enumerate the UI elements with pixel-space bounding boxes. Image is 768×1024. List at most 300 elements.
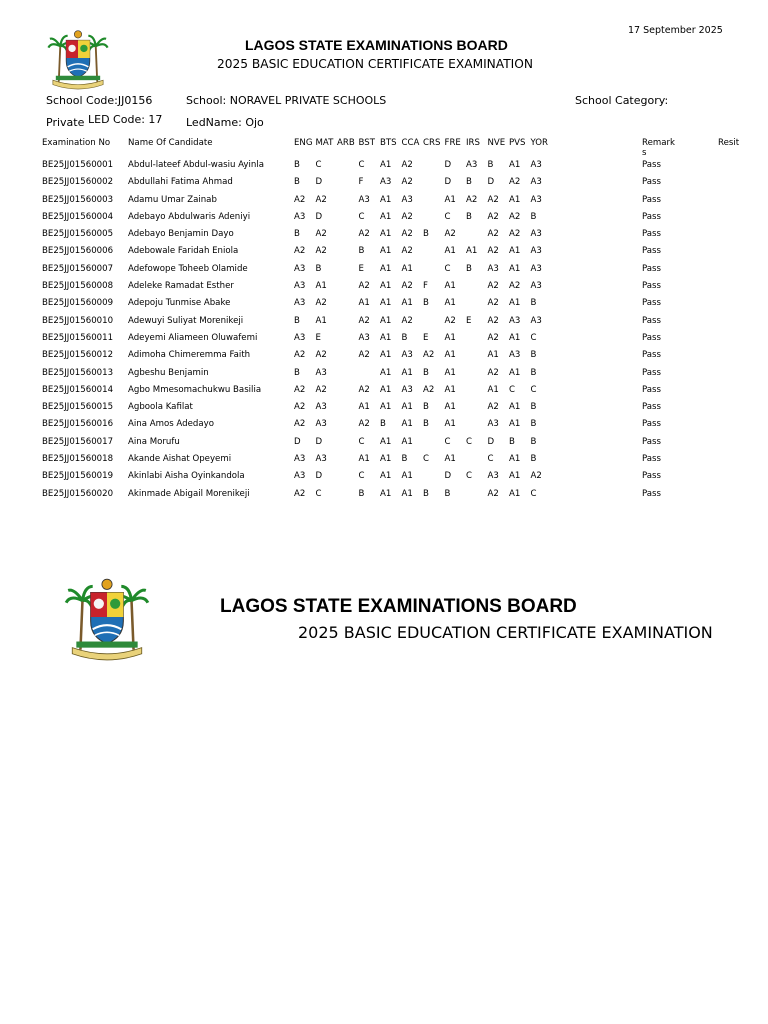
cell-grade: B <box>530 419 537 430</box>
cell-grade: B <box>466 263 472 274</box>
cell-grade: A3 <box>380 177 392 188</box>
cell-grade: A1 <box>401 419 413 430</box>
cell-spacer <box>552 281 642 298</box>
results-table <box>40 138 758 506</box>
cell-grade: D <box>444 471 452 482</box>
cell-grade <box>337 350 359 367</box>
cell-grade <box>466 419 488 436</box>
cell-grade: A1 <box>380 246 392 257</box>
table-row <box>40 368 758 385</box>
cell-grade: C <box>466 436 473 447</box>
cell-remark: Pass <box>642 384 662 395</box>
cell-remark: Pass <box>642 350 662 361</box>
cell-exam-no: BE25JJ01560018 <box>42 454 114 465</box>
cell-grade: A1 <box>380 263 392 274</box>
header-subject: IRS <box>466 138 480 148</box>
exam-title: 2025 BASIC EDUCATION CERTIFICATE EXAMINATION <box>217 57 533 71</box>
cell-grade: E <box>423 332 429 343</box>
cell-spacer <box>552 489 642 506</box>
header-remarks-line1: Remark <box>642 138 676 148</box>
cell-candidate-name: Adimoha Chimeremma Faith <box>128 350 251 361</box>
school-category-label: School Category: <box>575 94 669 107</box>
cell-spacer <box>552 385 642 402</box>
cell-grade: B <box>466 177 472 188</box>
cell-grade: F <box>423 281 428 292</box>
cell-grade: A1 <box>509 454 521 465</box>
cell-grade <box>423 177 445 194</box>
cell-grade: A1 <box>444 281 456 292</box>
cell-candidate-name: Agbo Mmesomachukwu Basilia <box>128 384 262 395</box>
cell-grade: C <box>358 436 365 447</box>
cell-grade: A2 <box>423 350 435 361</box>
cell-grade: A1 <box>509 160 521 170</box>
cell-grade: A1 <box>380 160 392 170</box>
cell-grade: A1 <box>401 402 413 413</box>
cell-grade: A1 <box>380 350 392 361</box>
cell-grade: A1 <box>315 281 327 292</box>
cell-grade: A3 <box>358 332 370 343</box>
cell-grade: A2 <box>294 419 306 430</box>
cell-grade: A1 <box>509 263 521 274</box>
board-title: LAGOS STATE EXAMINATIONS BOARD <box>245 37 508 53</box>
cell-grade: D <box>487 177 495 188</box>
cell-resit <box>718 316 758 333</box>
cell-exam-no: BE25JJ01560020 <box>42 488 114 499</box>
cell-grade: A2 <box>294 350 306 361</box>
table-row <box>40 264 758 281</box>
cell-grade: A3 <box>294 281 306 292</box>
cell-grade: A1 <box>315 315 327 326</box>
cell-grade: A1 <box>509 402 521 413</box>
table-row <box>40 229 758 246</box>
cell-grade: A1 <box>380 315 392 326</box>
cell-grade <box>337 316 359 333</box>
cell-grade: A2 <box>315 246 327 257</box>
cell-grade: C <box>358 211 365 222</box>
cell-grade: A1 <box>444 246 456 257</box>
cell-grade: D <box>294 436 301 447</box>
cell-resit <box>718 419 758 436</box>
cell-grade: A3 <box>401 194 413 205</box>
cell-spacer <box>552 316 642 333</box>
cell-grade: A2 <box>487 281 499 292</box>
cell-candidate-name: Aina Morufu <box>128 436 180 447</box>
cell-grade <box>337 368 359 385</box>
cell-grade: A1 <box>509 367 521 378</box>
cell-grade: A1 <box>444 419 456 430</box>
cell-grade: A1 <box>401 471 413 482</box>
cell-grade: A3 <box>530 194 542 205</box>
cell-spacer <box>552 350 642 367</box>
header-subject: BST <box>358 138 375 148</box>
cell-grade <box>337 454 359 471</box>
cell-grade: A2 <box>487 194 499 205</box>
cell-grade: A1 <box>444 402 456 413</box>
table-row <box>40 212 758 229</box>
cell-grade <box>466 333 488 350</box>
cell-exam-no: BE25JJ01560009 <box>42 298 114 309</box>
header-subject: PVS <box>509 138 526 148</box>
cell-candidate-name: Akinlabi Aisha Oyinkandola <box>128 471 245 482</box>
cell-grade <box>423 316 445 333</box>
cell-grade: A3 <box>530 177 542 188</box>
cell-grade: A3 <box>487 471 499 482</box>
cell-grade: A1 <box>401 367 413 378</box>
cell-remark: Pass <box>642 177 662 188</box>
cell-resit <box>718 195 758 212</box>
cell-grade: A1 <box>509 332 521 343</box>
cell-grade: A3 <box>466 160 478 170</box>
cell-grade: D <box>315 177 323 188</box>
cell-grade: A1 <box>401 488 413 499</box>
cell-grade: A1 <box>358 454 370 465</box>
cell-grade: A1 <box>444 384 456 395</box>
cell-grade: A3 <box>358 194 370 205</box>
cell-spacer <box>552 454 642 471</box>
led-code: LED Code: 17 <box>88 113 163 126</box>
cell-grade: C <box>530 488 537 499</box>
cell-candidate-name: Adebayo Abdulwaris Adeniyi <box>128 211 251 222</box>
cell-remark: Pass <box>642 263 662 274</box>
cell-grade: A2 <box>487 229 499 240</box>
cell-grade: C <box>315 160 322 170</box>
cell-spacer <box>552 160 642 177</box>
cell-grade: B <box>530 298 537 309</box>
cell-grade: D <box>444 177 452 188</box>
cell-grade: C <box>315 488 322 499</box>
cell-grade: A2 <box>401 281 413 292</box>
table-row <box>40 160 758 177</box>
cell-grade: A3 <box>294 211 306 222</box>
cell-grade <box>423 264 445 281</box>
cell-grade: A1 <box>380 471 392 482</box>
table-row <box>40 195 758 212</box>
cell-grade: B <box>487 160 494 170</box>
cell-resit <box>718 368 758 385</box>
cell-grade <box>466 402 488 419</box>
cell-grade <box>337 333 359 350</box>
cell-remark: Pass <box>642 281 662 292</box>
cell-grade: A2 <box>509 177 521 188</box>
cell-candidate-name: Adewuyi Suliyat Morenikeji <box>128 315 244 326</box>
cell-grade <box>337 160 359 177</box>
cell-grade: A3 <box>509 350 521 361</box>
cell-candidate-name: Akande Aishat Opeyemi <box>128 454 232 465</box>
cell-grade: A1 <box>401 298 413 309</box>
cell-grade: A1 <box>444 367 456 378</box>
cell-resit <box>718 264 758 281</box>
cell-resit <box>718 437 758 454</box>
table-row <box>40 419 758 436</box>
header-subject: CRS <box>423 138 441 148</box>
cell-grade: A3 <box>401 384 413 395</box>
cell-exam-no: BE25JJ01560005 <box>42 229 114 240</box>
cell-grade: C <box>509 384 516 395</box>
cell-grade: A1 <box>509 298 521 309</box>
cell-grade: A1 <box>509 419 521 430</box>
cell-grade: A1 <box>380 454 392 465</box>
cell-remark: Pass <box>642 454 662 465</box>
header-resit: Resit <box>718 138 740 148</box>
header-subject: NVE <box>487 138 506 148</box>
cell-resit <box>718 350 758 367</box>
cell-grade: A2 <box>423 384 435 395</box>
cell-grade <box>466 368 488 385</box>
table-row <box>40 437 758 454</box>
cell-resit <box>718 212 758 229</box>
cell-grade: A1 <box>509 471 521 482</box>
cell-grade: A2 <box>315 229 327 240</box>
cell-grade: A1 <box>487 384 499 395</box>
cell-resit <box>718 281 758 298</box>
header-candidate-name: Name Of Candidate <box>128 138 213 148</box>
school-category-value: Private <box>46 116 85 129</box>
cell-resit <box>718 298 758 315</box>
cell-candidate-name: Akinmade Abigail Morenikeji <box>128 488 250 499</box>
cell-grade: A2 <box>315 350 327 361</box>
cell-grade <box>337 385 359 402</box>
cell-grade: C <box>466 471 473 482</box>
cell-grade: C <box>444 263 451 274</box>
cell-grade: A3 <box>530 229 542 240</box>
cell-grade: A2 <box>487 211 499 222</box>
cell-grade <box>466 489 488 506</box>
cell-grade: B <box>509 436 515 447</box>
cell-candidate-name: Adefowope Toheeb Olamide <box>128 263 248 274</box>
cell-grade: B <box>358 488 365 499</box>
cell-grade: A2 <box>294 488 306 499</box>
led-name: LedName: Ojo <box>186 116 264 129</box>
cell-grade: C <box>487 454 494 465</box>
header-subject: ARB <box>337 138 355 148</box>
cell-grade: A2 <box>358 384 370 395</box>
cell-grade: A1 <box>466 246 478 257</box>
cell-grade <box>337 212 359 229</box>
cell-grade <box>423 246 445 263</box>
cell-grade <box>337 437 359 454</box>
cell-grade: A3 <box>294 471 306 482</box>
cell-grade: C <box>444 211 451 222</box>
cell-grade: A2 <box>487 246 499 257</box>
cell-grade: A3 <box>530 281 542 292</box>
cell-grade: A1 <box>380 298 392 309</box>
cell-grade: C <box>358 160 365 170</box>
cell-grade: F <box>358 177 364 188</box>
cell-remark: Pass <box>642 488 662 499</box>
cell-grade: A3 <box>315 402 327 413</box>
cell-grade: A1 <box>401 436 413 447</box>
cell-grade: A1 <box>444 454 456 465</box>
cell-resit <box>718 229 758 246</box>
cell-grade <box>337 419 359 436</box>
cell-grade: A2 <box>315 384 327 395</box>
cell-grade: A2 <box>487 402 499 413</box>
cell-grade: B <box>530 402 537 413</box>
cell-remark: Pass <box>642 211 662 222</box>
cell-grade: A2 <box>358 419 370 430</box>
header-subject: YOR <box>530 138 549 148</box>
cell-grade: B <box>423 488 429 499</box>
cell-grade <box>337 471 359 488</box>
cell-exam-no: BE25JJ01560015 <box>42 402 114 413</box>
cell-remark: Pass <box>642 471 662 482</box>
table-row <box>40 316 758 333</box>
lagos-state-crest <box>44 24 112 92</box>
cell-grade: D <box>315 211 323 222</box>
cell-grade: B <box>444 488 451 499</box>
cell-grade: B <box>530 436 537 447</box>
cell-grade: B <box>401 454 408 465</box>
cell-grade <box>466 229 488 246</box>
table-row <box>40 333 758 350</box>
cell-grade <box>359 368 381 385</box>
cell-grade: D <box>444 160 452 170</box>
cell-grade: A2 <box>315 194 327 205</box>
cell-grade: A2 <box>487 367 499 378</box>
cell-candidate-name: Adepoju Tunmise Abake <box>128 298 231 309</box>
table-row <box>40 281 758 298</box>
cell-grade: B <box>466 211 472 222</box>
cell-grade: A3 <box>530 263 542 274</box>
cell-grade <box>423 160 445 177</box>
table-header-row <box>40 138 758 160</box>
cell-grade: B <box>294 229 300 240</box>
cell-grade: A2 <box>315 298 327 309</box>
header-subject: FRE <box>444 138 461 148</box>
cell-grade <box>423 437 445 454</box>
cell-grade: A2 <box>358 350 370 361</box>
table-row <box>40 385 758 402</box>
cell-grade: A3 <box>315 419 327 430</box>
cell-exam-no: BE25JJ01560003 <box>42 194 114 205</box>
cell-grade: A2 <box>401 160 413 170</box>
table-row <box>40 246 758 263</box>
cell-grade: B <box>423 367 429 378</box>
cell-spacer <box>552 298 642 315</box>
cell-grade: B <box>294 177 300 188</box>
cell-grade <box>337 281 359 298</box>
table-row <box>40 177 758 194</box>
cell-grade <box>423 195 445 212</box>
cell-grade: B <box>315 263 322 274</box>
header-remarks-line2: s <box>642 148 647 158</box>
cell-grade <box>337 177 359 194</box>
cell-grade: A1 <box>444 298 456 309</box>
cell-remark: Pass <box>642 419 662 430</box>
cell-grade <box>337 489 359 506</box>
cell-grade: A3 <box>487 263 499 274</box>
cell-grade: A2 <box>487 315 499 326</box>
cell-grade: B <box>380 419 386 430</box>
cell-candidate-name: Adeyemi Aliameen Oluwafemi <box>128 332 258 343</box>
cell-spacer <box>552 419 642 436</box>
cell-resit <box>718 489 758 506</box>
cell-grade: A1 <box>358 402 370 413</box>
cell-grade: A1 <box>380 384 392 395</box>
cell-grade: B <box>423 402 429 413</box>
exam-title-page2: 2025 BASIC EDUCATION CERTIFICATE EXAMINATION <box>298 623 713 642</box>
cell-grade: A2 <box>509 229 521 240</box>
cell-grade: B <box>358 246 365 257</box>
cell-grade: A1 <box>380 281 392 292</box>
cell-grade: B <box>530 454 537 465</box>
cell-grade: E <box>358 263 364 274</box>
cell-grade: A2 <box>401 229 413 240</box>
cell-grade: A3 <box>487 419 499 430</box>
cell-grade: A3 <box>294 298 306 309</box>
cell-grade <box>337 195 359 212</box>
cell-exam-no: BE25JJ01560002 <box>42 177 114 188</box>
cell-grade <box>466 298 488 315</box>
cell-exam-no: BE25JJ01560019 <box>42 471 114 482</box>
table-row <box>40 298 758 315</box>
cell-grade: A1 <box>444 350 456 361</box>
header-exam-no: Examination No <box>42 138 111 148</box>
cell-resit <box>718 177 758 194</box>
cell-grade: A1 <box>380 488 392 499</box>
cell-grade: A1 <box>444 332 456 343</box>
cell-spacer <box>552 246 642 263</box>
cell-exam-no: BE25JJ01560011 <box>42 332 114 343</box>
cell-resit <box>718 333 758 350</box>
cell-spacer <box>552 212 642 229</box>
cell-remark: Pass <box>642 298 662 309</box>
cell-grade <box>466 454 488 471</box>
cell-grade: B <box>530 367 537 378</box>
cell-grade: C <box>358 471 365 482</box>
cell-grade <box>337 402 359 419</box>
cell-grade: E <box>315 332 321 343</box>
cell-remark: Pass <box>642 160 662 170</box>
header-remarks <box>642 138 718 160</box>
cell-spacer <box>552 437 642 454</box>
cell-grade: A3 <box>509 315 521 326</box>
school-code: School Code:JJ0156 <box>46 94 153 107</box>
cell-grade: A2 <box>487 488 499 499</box>
cell-grade: B <box>294 315 300 326</box>
cell-resit <box>718 471 758 488</box>
cell-spacer <box>552 229 642 246</box>
cell-grade: A2 <box>294 384 306 395</box>
cell-grade: A3 <box>401 350 413 361</box>
cell-exam-no: BE25JJ01560007 <box>42 263 114 274</box>
cell-grade: A3 <box>294 454 306 465</box>
lagos-state-crest-page2 <box>60 570 154 664</box>
cell-grade: B <box>401 332 408 343</box>
table-row <box>40 489 758 506</box>
cell-candidate-name: Adebayo Benjamin Dayo <box>128 229 234 240</box>
cell-spacer <box>552 368 642 385</box>
cell-remark: Pass <box>642 229 662 240</box>
cell-exam-no: BE25JJ01560001 <box>42 160 114 170</box>
cell-grade: A2 <box>509 211 521 222</box>
cell-remark: Pass <box>642 436 662 447</box>
cell-candidate-name: Agbeshu Benjamin <box>128 367 209 378</box>
cell-exam-no: BE25JJ01560014 <box>42 384 114 395</box>
cell-grade <box>466 385 488 402</box>
cell-grade: B <box>294 367 300 378</box>
cell-grade: A2 <box>358 315 370 326</box>
cell-candidate-name: Adamu Umar Zainab <box>128 194 217 205</box>
cell-resit <box>718 160 758 177</box>
cell-grade: A1 <box>380 211 392 222</box>
cell-grade: A2 <box>294 246 306 257</box>
cell-grade <box>423 212 445 229</box>
cell-grade: A1 <box>380 367 392 378</box>
cell-remark: Pass <box>642 315 662 326</box>
school-name: School: NORAVEL PRIVATE SCHOOLS <box>186 94 387 107</box>
cell-grade: C <box>530 384 537 395</box>
